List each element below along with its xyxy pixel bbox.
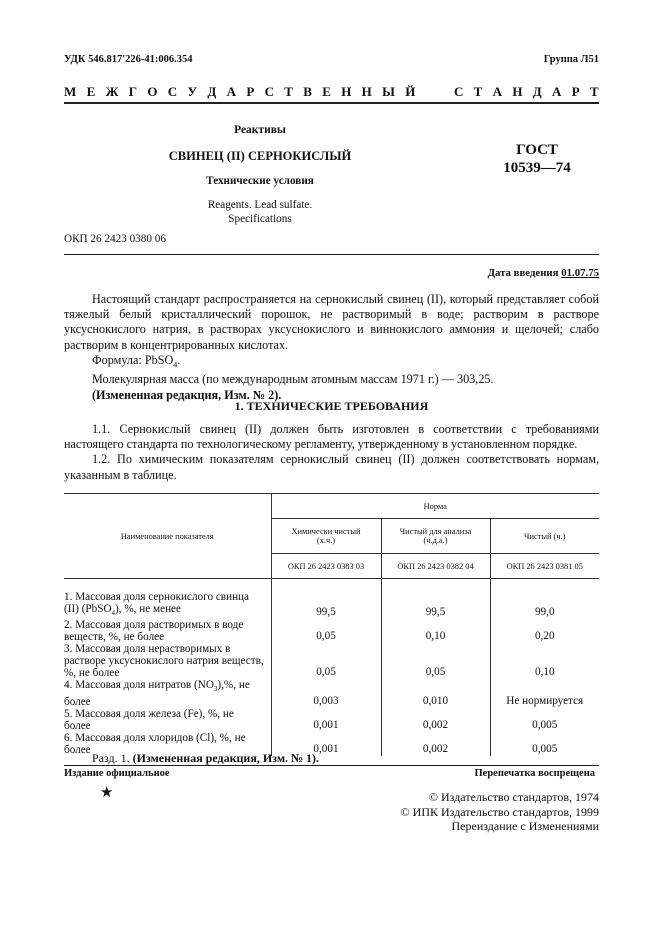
table-change-note: Разд. 1. (Измененная редакция, Изм. № 1). (92, 751, 320, 765)
okp-rule (64, 254, 599, 255)
reprint-prohibited: Перепечатка воспрещена (474, 768, 595, 779)
copyright-1974: © Издательство стандартов, 1974 (428, 790, 599, 804)
table-row: 6. Массовая доля хлоридов (Cl), %, не более 0,001 0,002 0,005 (64, 732, 599, 756)
header-grade: Химически чистый (х.ч.) (271, 519, 381, 554)
table-row: 2. Массовая доля растворимых в воде веществ, %, не более 0,05 0,10 0,20 (64, 619, 599, 643)
star-icon: ★ (100, 785, 114, 801)
copyright-1999: © ИПК Издательство стандартов, 1999 (400, 804, 599, 819)
norms-table (64, 493, 599, 756)
table-row: 4. Массовая доля нитратов $(NO_3),\%$, не более 0,003 0,010 Не нормируется (64, 679, 599, 707)
reissue-note: Переиздание с Изменениями (451, 819, 599, 833)
section-1-text (64, 422, 599, 483)
banner-rule (64, 102, 599, 104)
copyright-block (401, 790, 599, 834)
table-row: 5. Массовая доля железа (Fe), %, не более 0,001 0,002 0,005 (64, 708, 599, 732)
header-okp: ОКП 26 2423 0382 04 (381, 554, 490, 579)
header-grade: Чистый для анализа (ч.д.а.) (381, 519, 490, 554)
standard-banner: М Е Ж Г О С У Д А Р С Т В Е Н Н Ы Й С Т А Н Д А Р Т (64, 84, 599, 99)
formula: Формула: PbSO$_4$. (92, 352, 181, 370)
intro-date: Дата введения 01.07.75 (487, 267, 599, 279)
official-edition: Издание официальное (64, 768, 170, 779)
group-code: Группа Л51 (543, 54, 599, 65)
header-indicator: Наименование показателя (64, 494, 271, 579)
footer-rule (64, 765, 599, 766)
header-grade: Чистый (ч.) (490, 519, 599, 554)
molecular-mass: Молекулярная масса (по международным атомным массам 1971 г.) — 303,25. (92, 372, 494, 387)
header-norm: Норма (271, 494, 599, 519)
section-1-title: 1. ТЕХНИЧЕСКИЕ ТРЕБОВАНИЯ (234, 399, 429, 413)
gost-number: ГОСТ 10539—74 (503, 142, 571, 176)
table-row: 1. Массовая доля сернокислого свинца (II) (PbSO$_4$), %, не менее 99,5 99,5 99,0 (64, 591, 599, 619)
doc-english-title: Reagents. Lead sulfate. Specifications (207, 199, 313, 225)
doc-subtitle: Технические условия (206, 175, 314, 187)
table-row: 3. Массовая доля нерастворимых в растворе уксуснокислого натрия веществ, %, не более 0,05 0,05 0,10 (64, 643, 599, 679)
okp-code: ОКП 26 2423 0380 06 (64, 233, 166, 245)
doc-category: Реактивы (234, 124, 286, 136)
intro-text (64, 292, 599, 403)
header-okp: ОКП 26 2423 0381 05 (490, 554, 599, 579)
intro-paragraph: Настоящий стандарт распространяется на сернокислый свинец (II), который представляет собой тяжелый белый кристаллический порошок, не растворимый в воде; растворим в растворе уксуснокислого натрия, в растворах уксуснокислого и виннокислого аммония и щелочей; слабо растворим в концентрированных кислотах. (64, 292, 599, 352)
clause-1-1: 1.1. Сернокислый свинец (II) должен быть изготовлен в соответствии с требованиями настоящего стандарта по технологическому регламенту, утвержденному в установленном порядке. (64, 422, 599, 452)
clause-1-2: 1.2. По химическим показателям сернокислый свинец (II) должен соответствовать нормам, указанным в таблице. (64, 452, 599, 482)
udk-code: УДК 546.817'226-41:006.354 (64, 54, 193, 65)
doc-title: СВИНЕЦ (II) СЕРНОКИСЛЫЙ (168, 149, 352, 163)
change-note-2: (Измененная редакция, Изм. № 2). (92, 387, 282, 402)
header-okp: ОКП 26 2423 0383 03 (271, 554, 381, 579)
